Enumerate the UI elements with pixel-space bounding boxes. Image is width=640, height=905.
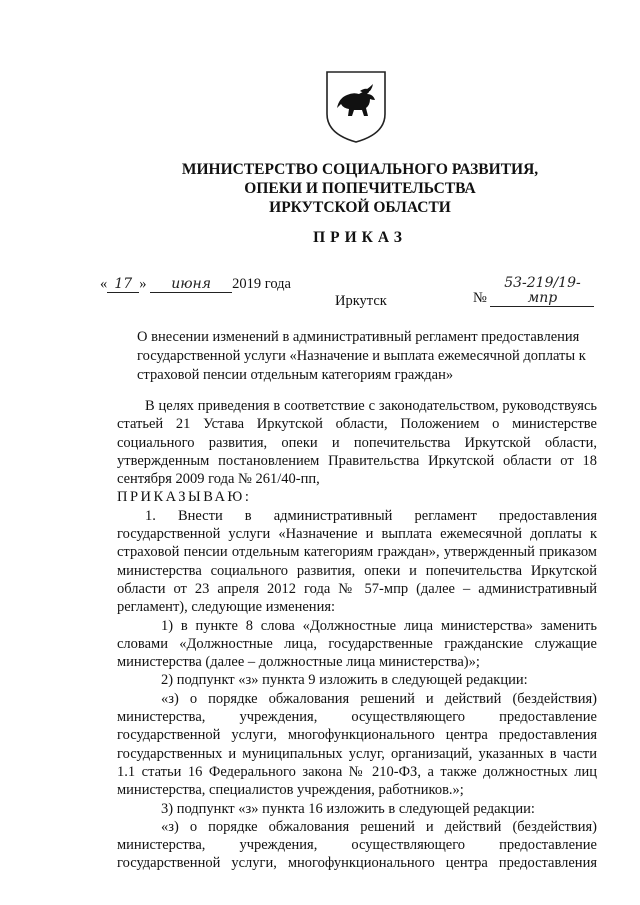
number-prefix: № [473,290,487,306]
item-1-paragraph: 1. Внести в административный регламент предоставления государственной услуги «Назначение и выплата ежемесячной доплаты к страховой пенсии отдельным категориям граждан», утвержденный приказом министерства социального развития, опеки и попечительства Иркутской области от 23 апреля 2012 года № 57-мпр (далее – административный регламент), следующие изменения: [117,507,597,616]
order-date [100,276,291,293]
ministry-line-2: ОПЕКИ И ПОПЕЧИТЕЛЬСТВА [244,180,476,197]
city: Иркутск [335,293,387,309]
ministry-heading [150,160,570,217]
date-open-quote: « [100,276,108,292]
subitem-2-paragraph: 2) подпункт «з» пункта 9 изложить в следующей редакции: [161,672,528,689]
coat-of-arms-emblem [323,68,389,144]
order-subject: О внесении изменений в административный регламент предоставления государственной услуги «Назначение и выплата ежемесячной доплаты к страховой пенсии отдельным категориям граждан» [137,329,586,383]
date-day: 17 [107,277,139,293]
orders-keyword: ПРИКАЗЫВАЮ: [117,489,252,506]
subitem-3-paragraph: 3) подпункт «з» пункта 16 изложить в следующей редакции: [161,800,535,817]
quote-3-paragraph: «з) о порядке обжалования решений и действий (бездействия) министерства, учреждения, осуществляющего предоставление государственной услуги, многофункционального центра предоставления [117,818,597,872]
order-number [473,276,594,307]
date-close-quote: » [139,276,147,292]
ministry-line-1: МИНИСТЕРСТВО СОЦИАЛЬНОГО РАЗВИТИЯ, [181,161,539,178]
quote-2-paragraph: «з) о порядке обжалования решений и действий (бездействия) министерства, учреждения, осуществляющего предоставление государственной услуги, многофункционального центра предоставления государственных и муниципальных услуг, организаций, указанных в части 1.1 статьи 16 Федерального закона № 210-ФЗ, а также должностных лиц министерства, специалистов учреждения, работников.»; [117,690,597,799]
date-year: 2019 года [232,276,291,292]
ministry-line-3: ИРКУТСКОЙ ОБЛАСТИ [269,199,451,216]
document-type-title: ПРИКАЗ [313,229,407,246]
preamble-paragraph: В целях приведения в соответствие с законодательством, руководствуясь статьей 21 Устава Иркутской области, Положением о министерстве социального развития, опеки и попечительства Иркутской области, утвержденным постановлением Правительства Иркутской области от 18 сентября 2009 года № 261/40-пп, [117,398,597,488]
order-body [117,397,597,873]
number-value: 53-219/19-мпр [490,276,594,307]
subitem-1-paragraph: 1) в пункте 8 слова «Должностные лица министерства» заменить словами «Должностные лица, государственные гражданские служащие министерства (далее – должностные лица министерства)»; [117,617,597,671]
date-month: июня [150,277,232,293]
